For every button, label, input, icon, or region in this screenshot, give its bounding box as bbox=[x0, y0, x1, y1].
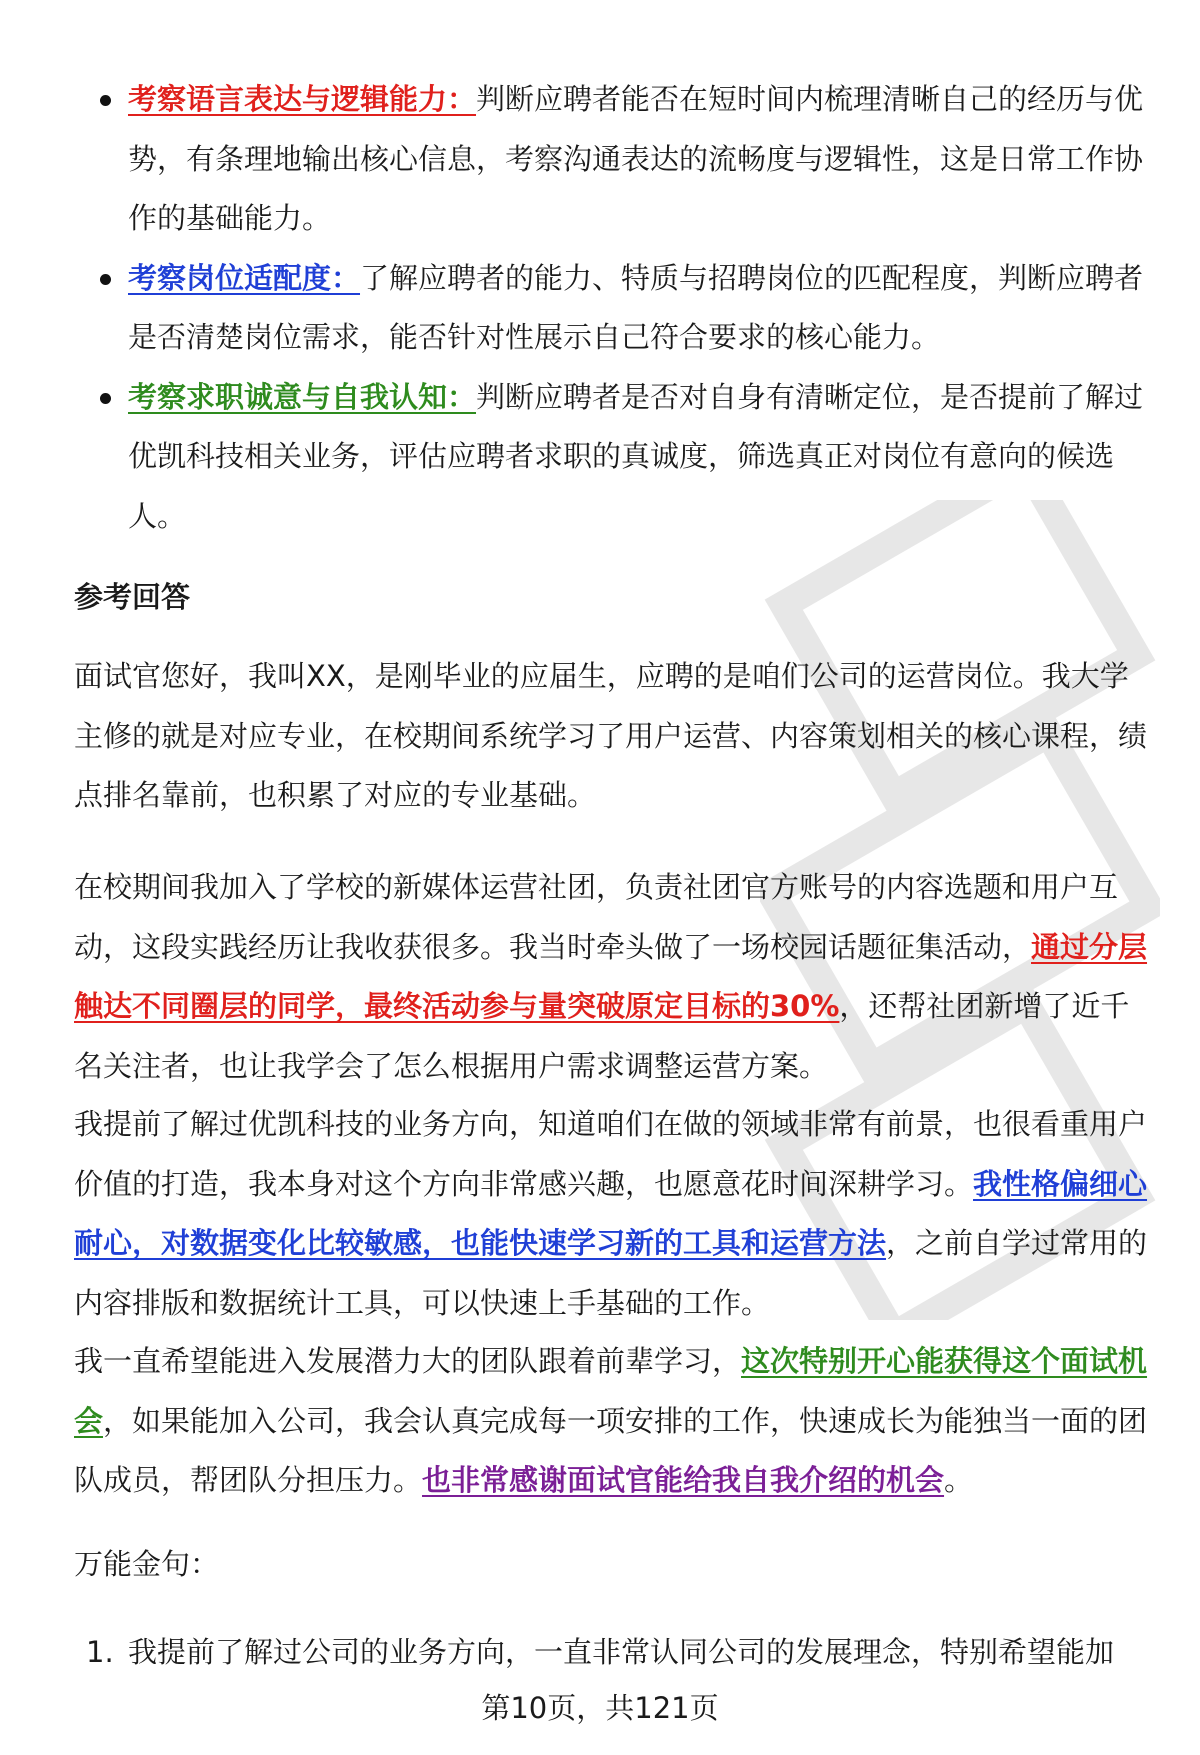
paragraph-text: ，还帮社团新增了近千名关注者，也让我学会了怎么根据用户需求调整运营方案。 bbox=[74, 989, 1130, 1083]
bullet-title: 考察语言表达与逻辑能力： bbox=[128, 82, 477, 116]
bullet-dot-icon bbox=[100, 393, 111, 404]
bullet-title: 考察岗位适配度： bbox=[128, 260, 361, 295]
bullet-dot-icon bbox=[100, 95, 111, 106]
criteria-bullet-list bbox=[128, 70, 1148, 546]
bullet-text: 判断应聘者是否对自身有清晰定位，是否提前了解过优凯科技相关业务，评估应聘者求职的真诚度，筛选真正对岗位有意向的候选人。 bbox=[128, 379, 1144, 533]
highlight-achievement: 通过分层触达不同圈层的同学，最终活动参与量突破原定目标的30% bbox=[74, 929, 1148, 1023]
paragraph-text: 我提前了解过优凯科技的业务方向，知道咱们在做的领域非常有前景，也很看重用户价值的打造，我本身对这个方向非常感兴趣，也愿意花时间深耕学习。 bbox=[74, 1107, 1148, 1201]
bullet-item bbox=[128, 70, 1148, 249]
answer-paragraph-fit bbox=[74, 1095, 1154, 1333]
item-text: 我提前了解过公司的业务方向，一直非常认同公司的发展理念，特别希望能加 bbox=[128, 1635, 1115, 1669]
paragraph-text: ，之前自学过常用的内容排版和数据统计工具，可以快速上手基础的工作。 bbox=[74, 1226, 1148, 1320]
paragraph-text: 。 bbox=[944, 1463, 974, 1497]
paragraph-text: ，如果能加入公司，我会认真完成每一项安排的工作，快速成长为能独当一面的团队成员，帮团队分担压力。 bbox=[74, 1403, 1148, 1497]
bullet-item bbox=[128, 249, 1148, 368]
bullet-text: 判断应聘者能否在短时间内梳理清晰自己的经历与优势，有条理地输出核心信息，考察沟通表达的流畅度与逻辑性，这是日常工作协作的基础能力。 bbox=[128, 82, 1144, 235]
golden-phrases-label: 万能金句： bbox=[74, 1547, 220, 1581]
bullet-item bbox=[128, 368, 1148, 547]
paragraph-text: 在校期间我加入了学校的新媒体运营社团，负责社团官方账号的内容选题和用户互动，这段实践经历让我收获很多。我当时牵头做了一场校园话题征集活动， bbox=[74, 870, 1119, 964]
page-number-footer: 第10页，共121页 bbox=[481, 1691, 719, 1725]
highlight-traits: 我性格偏细心耐心，对数据变化比较敏感，也能快速学习新的工具和运营方法 bbox=[74, 1166, 1148, 1260]
answer-paragraph-intro: 面试官您好，我叫XX，是刚毕业的应届生，应聘的是咱们公司的运营岗位。我大学主修的就是对应专业，在校期间系统学习了用户运营、内容策划相关的核心课程，绩点排名靠前，也积累了对应的专业基础。 bbox=[74, 659, 1148, 812]
golden-phrase-item bbox=[86, 1630, 1114, 1671]
answer-paragraph-closing bbox=[74, 1332, 1154, 1511]
highlight-thanks: 也非常感谢面试官能给我自我介绍的机会 bbox=[422, 1463, 945, 1497]
bullet-text: 了解应聘者的能力、特质与招聘岗位的匹配程度，判断应聘者是否清楚岗位需求，能否针对性展示自己符合要求的核心能力。 bbox=[128, 260, 1144, 354]
answer-paragraph-experience bbox=[74, 858, 1154, 1096]
bullet-dot-icon bbox=[100, 274, 111, 285]
reference-answer-heading: 参考回答 bbox=[74, 580, 191, 614]
bullet-title: 考察求职诚意与自我认知： bbox=[128, 379, 477, 414]
paragraph-text: 我一直希望能进入发展潜力大的团队跟着前辈学习， bbox=[74, 1344, 742, 1378]
highlight-gratitude-opportunity: 这次特别开心能获得这个面试机会 bbox=[74, 1344, 1148, 1438]
item-number: 1. bbox=[86, 1635, 114, 1669]
